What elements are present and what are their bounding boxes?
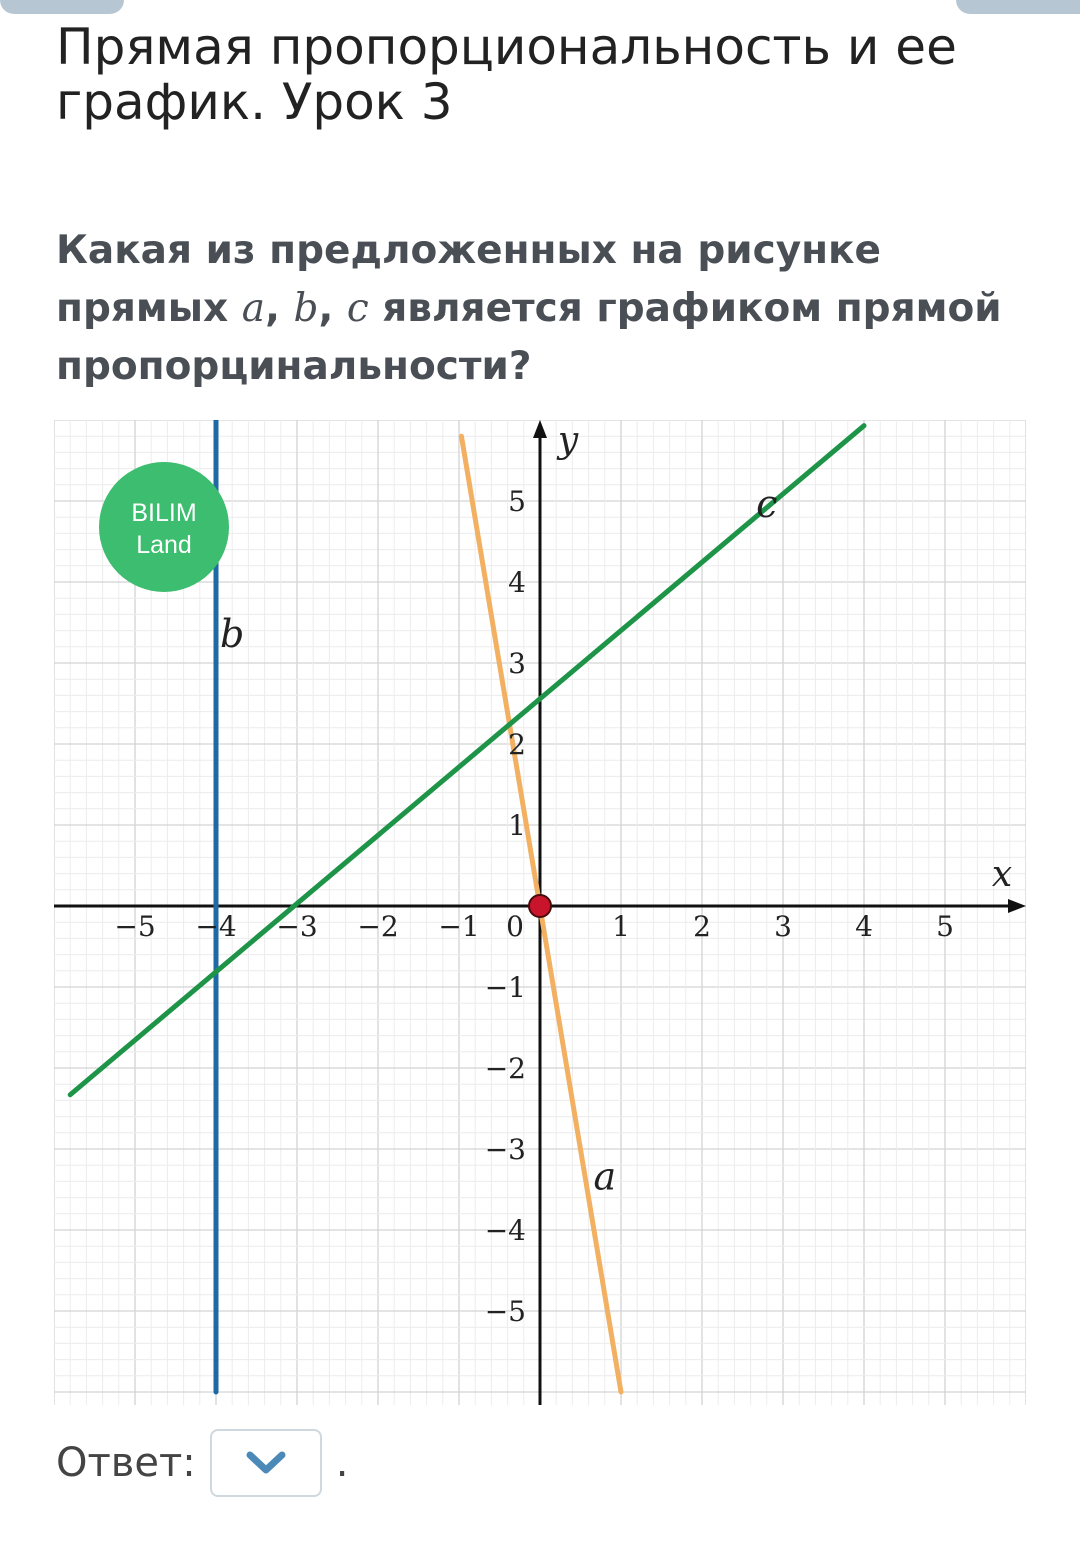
sep-1: ,	[265, 286, 280, 331]
y-tick-label: −5	[484, 1295, 526, 1328]
answer-trailing-dot: .	[335, 1440, 349, 1486]
x-tick-label: −3	[276, 910, 318, 943]
x-tick-label: 3	[774, 910, 792, 943]
var-a: a	[241, 286, 266, 331]
top-tab-right[interactable]	[956, 0, 1080, 14]
x-tick-label: −1	[438, 910, 480, 943]
x-tick-label: 4	[855, 910, 873, 943]
page-title: Прямая пропорциональность и ее график. Урок 3	[56, 18, 957, 131]
y-tick-label: 1	[508, 809, 526, 842]
line-labels	[220, 482, 777, 1198]
y-tick-label: −4	[484, 1214, 526, 1247]
logo-badge	[99, 462, 229, 592]
x-tick-label: 5	[936, 910, 954, 943]
y-tick-label: 2	[508, 728, 526, 761]
coordinate-graph	[54, 420, 1026, 1405]
x-tick-label: −4	[195, 910, 237, 943]
var-c: c	[346, 286, 369, 331]
x-tick-label: −2	[357, 910, 399, 943]
y-axis-arrow	[533, 420, 547, 438]
question-part2: является графиком прямой пропорцинальности?	[56, 286, 1002, 389]
answer-select[interactable]	[210, 1429, 322, 1497]
y-tick-label: −2	[484, 1052, 526, 1085]
question-text	[56, 222, 1046, 396]
markers	[529, 895, 551, 917]
bilim-land-logo	[99, 462, 229, 592]
y-tick-label: 4	[508, 566, 526, 599]
y-tick-label: −3	[484, 1133, 526, 1166]
sep-2: ,	[318, 286, 334, 331]
y-axis-label: y	[557, 420, 579, 461]
var-b: b	[293, 286, 319, 331]
chevron-down-icon	[246, 1450, 286, 1476]
answer-label: Ответ:	[56, 1440, 196, 1486]
x-tick-label: 2	[693, 910, 711, 943]
y-tick-label: 5	[508, 485, 526, 518]
answer-row	[56, 1428, 348, 1498]
line-label-b: b	[220, 611, 245, 656]
x-axis-label: x	[991, 854, 1013, 895]
x-tick-label: 0	[506, 910, 524, 943]
line-label-c: c	[756, 482, 778, 527]
question-part1: Какая из предложенных на рисунке прямых	[56, 228, 881, 331]
y-tick-label: −1	[484, 971, 526, 1004]
line-label-a: a	[593, 1154, 617, 1199]
logo-line2: Land	[136, 531, 192, 559]
x-tick-label: −5	[114, 910, 156, 943]
top-tab-left[interactable]	[0, 0, 124, 14]
y-tick-label: 3	[508, 647, 526, 680]
x-axis-arrow	[1008, 899, 1026, 913]
origin-point	[529, 895, 551, 917]
x-tick-label: 1	[612, 910, 630, 943]
logo-line1: BILIM	[131, 499, 197, 527]
